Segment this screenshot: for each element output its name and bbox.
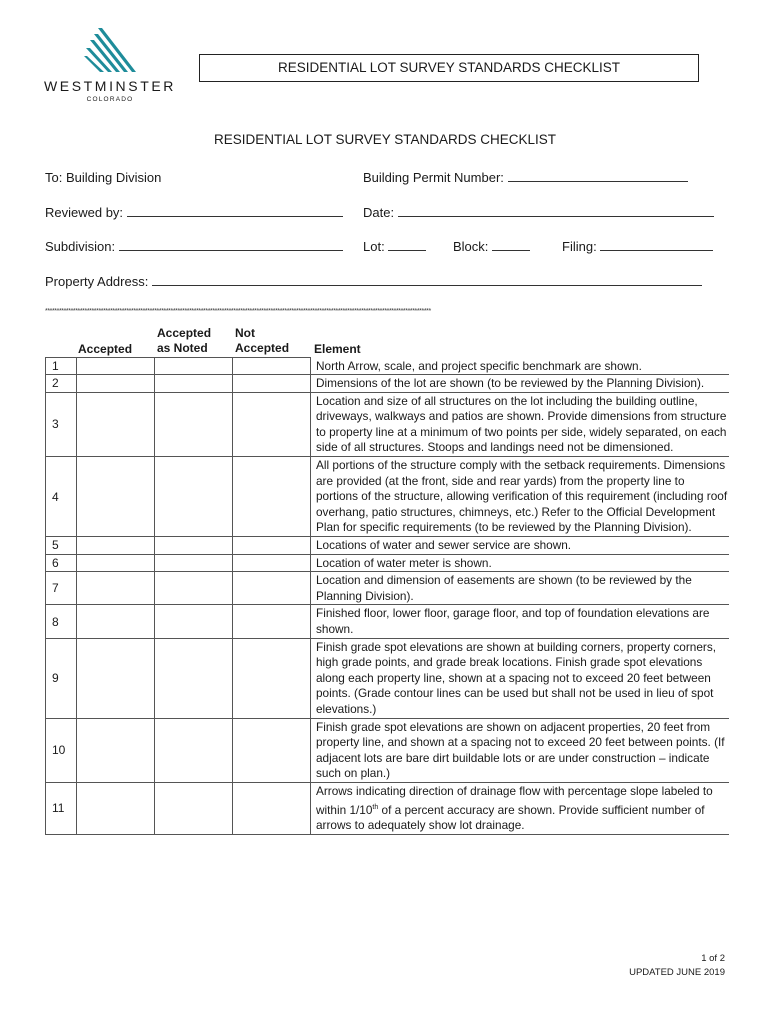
logo-state: COLORADO [86, 96, 134, 103]
reviewed-by-input[interactable] [127, 205, 343, 217]
date-field [363, 205, 714, 220]
not-accepted-checkbox[interactable] [233, 358, 311, 375]
table-row [46, 457, 729, 537]
not-accepted-checkbox[interactable] [233, 605, 311, 638]
checklist-table [45, 357, 729, 835]
block-field [453, 239, 530, 254]
accepted-as-noted-checkbox[interactable] [155, 358, 233, 375]
item-element: North Arrow, scale, and project specific benchmark are shown. [311, 358, 729, 375]
item-element: Arrows indicating direction of drainage flow with percentage slope labeled to within 1/10th of a percent accuracy are shown. Provide sufficient number of arrows to adequately show lot drainage. [311, 782, 729, 834]
item-number: 6 [46, 554, 77, 572]
table-row [46, 537, 729, 555]
table-row [46, 554, 729, 572]
divider: ********************************************************************************************************************************************************************** [45, 308, 431, 315]
not-accepted-checkbox[interactable] [233, 375, 311, 393]
westminster-logo-mark-icon [82, 26, 138, 74]
updated-date: UPDATED JUNE 2019 [629, 967, 725, 978]
page-footer [629, 952, 725, 980]
accepted-as-noted-checkbox[interactable] [155, 572, 233, 605]
accepted-checkbox[interactable] [77, 638, 155, 718]
accepted-checkbox[interactable] [77, 392, 155, 456]
item-number: 7 [46, 572, 77, 605]
table-row [46, 605, 729, 638]
col-not-accepted: Not Accepted [235, 326, 290, 355]
col-accepted-as-noted: Accepted as Noted [157, 326, 212, 355]
block-label: Block: [453, 239, 489, 254]
date-input[interactable] [398, 205, 714, 217]
accepted-checkbox[interactable] [77, 605, 155, 638]
page-title: RESIDENTIAL LOT SURVEY STANDARDS CHECKLIST [213, 132, 557, 147]
accepted-as-noted-checkbox[interactable] [155, 638, 233, 718]
item-number: 3 [46, 392, 77, 456]
header-title-box: RESIDENTIAL LOT SURVEY STANDARDS CHECKLIST [199, 54, 699, 82]
accepted-checkbox[interactable] [77, 718, 155, 782]
reviewed-by-field [45, 205, 343, 220]
item-element: Dimensions of the lot are shown (to be reviewed by the Planning Division). [311, 375, 729, 393]
item-number: 4 [46, 457, 77, 537]
permit-input[interactable] [508, 170, 688, 182]
table-row [46, 358, 729, 375]
item-element: Finish grade spot elevations are shown on adjacent properties, 20 feet from property line, and shown at a spacing not to exceed 20 feet between points. (If adjacent lots are bare dirt buildable lots or are under construction – indicate such on plan.) [311, 718, 729, 782]
table-row [46, 392, 729, 456]
accepted-checkbox[interactable] [77, 554, 155, 572]
col-accepted: Accepted [78, 342, 133, 356]
item-element: Location of water meter is shown. [311, 554, 729, 572]
accepted-checkbox[interactable] [77, 537, 155, 555]
block-input[interactable] [492, 239, 530, 251]
westminster-logo [40, 26, 180, 103]
not-accepted-checkbox[interactable] [233, 572, 311, 605]
lot-field [363, 239, 426, 254]
filing-field [562, 239, 713, 254]
permit-label: Building Permit Number: [363, 170, 504, 185]
item-number: 2 [46, 375, 77, 393]
accepted-as-noted-checkbox[interactable] [155, 718, 233, 782]
accepted-as-noted-checkbox[interactable] [155, 392, 233, 456]
accepted-checkbox[interactable] [77, 572, 155, 605]
address-input[interactable] [152, 274, 702, 286]
accepted-as-noted-checkbox[interactable] [155, 605, 233, 638]
logo-name: WESTMINSTER [43, 78, 177, 94]
accepted-checkbox[interactable] [77, 782, 155, 834]
col-element: Element [314, 342, 361, 356]
permit-field [363, 170, 688, 185]
item-number: 10 [46, 718, 77, 782]
to-field [45, 170, 161, 185]
item-number: 5 [46, 537, 77, 555]
not-accepted-checkbox[interactable] [233, 782, 311, 834]
item-number: 9 [46, 638, 77, 718]
filing-input[interactable] [600, 239, 713, 251]
lot-input[interactable] [388, 239, 426, 251]
item-number: 1 [46, 358, 77, 375]
accepted-as-noted-checkbox[interactable] [155, 554, 233, 572]
lot-label: Lot: [363, 239, 385, 254]
address-label: Property Address: [45, 274, 149, 289]
subdivision-input[interactable] [119, 239, 343, 251]
to-label: To: Building Division [45, 170, 162, 185]
not-accepted-checkbox[interactable] [233, 457, 311, 537]
item-element: Locations of water and sewer service are shown. [311, 537, 729, 555]
page-number: 1 of 2 [701, 953, 725, 964]
not-accepted-checkbox[interactable] [233, 638, 311, 718]
subdivision-label: Subdivision: [45, 239, 116, 254]
not-accepted-checkbox[interactable] [233, 718, 311, 782]
accepted-checkbox[interactable] [77, 375, 155, 393]
reviewed-by-label: Reviewed by: [45, 205, 124, 220]
table-row [46, 718, 729, 782]
accepted-as-noted-checkbox[interactable] [155, 457, 233, 537]
accepted-as-noted-checkbox[interactable] [155, 375, 233, 393]
accepted-as-noted-checkbox[interactable] [155, 782, 233, 834]
item-element: Finish grade spot elevations are shown at building corners, property corners, high grade points, and grade break locations. Finish grade spot elevations along each property line, shown at a spacing not to exceed 20 feet between points. (Grade contour lines can be used but shall not be used in lieu of spot elevations.) [311, 638, 729, 718]
accepted-as-noted-checkbox[interactable] [155, 537, 233, 555]
not-accepted-checkbox[interactable] [233, 537, 311, 555]
filing-label: Filing: [562, 239, 597, 254]
table-row [46, 572, 729, 605]
address-field [45, 274, 702, 289]
item-element: Finished floor, lower floor, garage floor, and top of foundation elevations are shown. [311, 605, 729, 638]
item-element: Location and size of all structures on the lot including the building outline, driveways, walkways and patios are shown. Provide dimensions from structure to property line at a minimum of two points per side, widely separated, on each side of all structures. Stoops and landings need not be dimensioned. [311, 392, 729, 456]
item-number: 11 [46, 782, 77, 834]
not-accepted-checkbox[interactable] [233, 392, 311, 456]
item-number: 8 [46, 605, 77, 638]
date-label: Date: [363, 205, 395, 220]
accepted-checkbox[interactable] [77, 358, 155, 375]
table-row [46, 375, 729, 393]
table-row [46, 782, 729, 834]
table-row [46, 638, 729, 718]
accepted-checkbox[interactable] [77, 457, 155, 537]
subdivision-field [45, 239, 343, 254]
item-element: Location and dimension of easements are shown (to be reviewed by the Planning Division). [311, 572, 729, 605]
not-accepted-checkbox[interactable] [233, 554, 311, 572]
item-element: All portions of the structure comply with the setback requirements. Dimensions are provided (at the front, side and rear yards) from the property line to portions of the structure, allowing verification of this requirement (including roof overhang, patio structures, chimneys, etc.) Refer to the Official Development Plan for specific requirements (to be reviewed by the Planning Division). [311, 457, 729, 537]
